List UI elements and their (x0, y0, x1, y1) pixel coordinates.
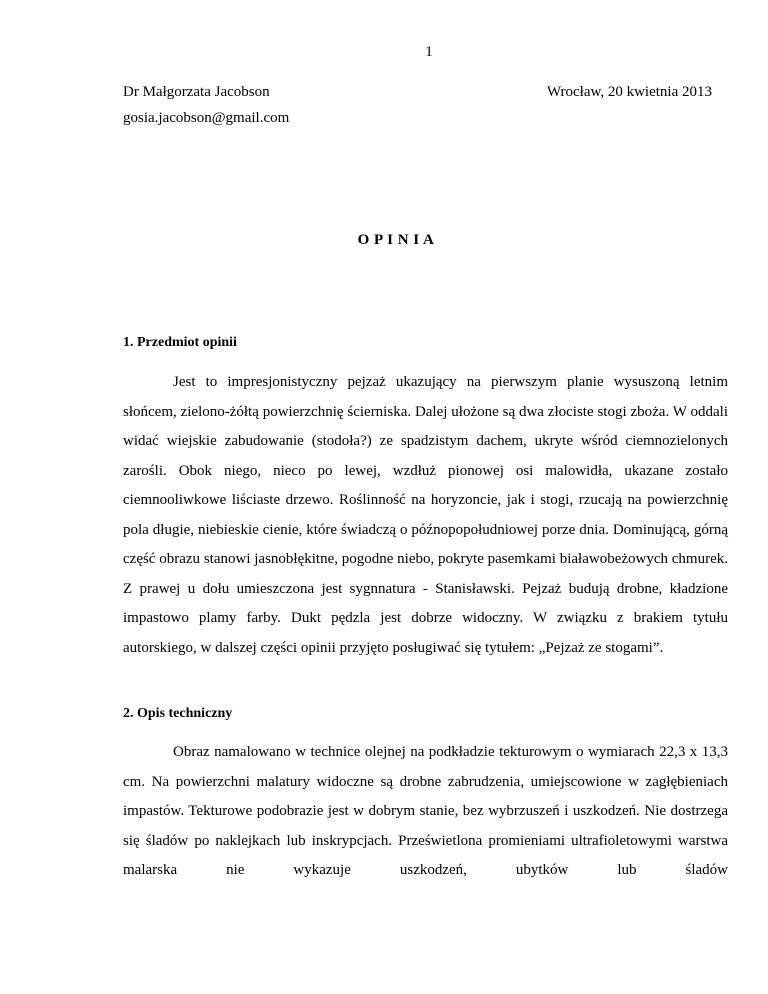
section-paragraph-technical: Obraz namalowano w technice olejnej na podkładzie tekturowym o wymiarach 22,3 x 13,3 cm. Na powierzchni malatury widoczne są drobne zabrudzenia, umiejscowione w zagłębieniach impastów. Tekturowe podobrazie jest w dobrym stanie, bez wybrzuszeń i uszkodzeń. Nie dostrzega się śladów po naklejkach lub inskrypcjach. Prześwietlona promieniami ultrafioletowymi warstwa malarska nie wykazuje uszkodzeń, ubytków lub śladów (123, 744, 728, 878)
document-title: O P I N I A (357, 232, 435, 248)
page-number: 1 (425, 44, 433, 60)
author-name: Dr Małgorzata Jacobson (123, 84, 270, 100)
section-heading-technical: 2. Opis techniczny (123, 706, 233, 721)
author-email: gosia.jacobson@gmail.com (123, 110, 290, 126)
section-paragraph-subject: Jest to impresjonistyczny pejzaż ukazujący na pierwszym planie wysuszoną letnim słońcem, zielono-żółtą powierzchnię ścierniska. Dalej ułożone są dwa złociste stogi zboża. W oddali widać wiejskie zabudowanie (stodoła?) ze spadzistym dachem, ukryte wśród ciemnozielonych zarośli. Obok niego, nieco po lewej, wzdłuż pionowej osi malowidła, ukazane zostało ciemnooliwkowe liściaste drzewo. Roślinność na horyzoncie, jak i stogi, rzucają na powierzchnię pola długie, niebieskie cienie, które świadczą o późnopopołudniowej porze dnia. Dominującą, górną część obrazu stanowi jasnobłękitne, pogodne niebo, pokryte pasemkami białawobeżowych chmurek. Z prawej u dołu umieszczona jest sygnnatura - Stanisławski. Pejzaż budują drobne, kładzione impastowo plamy farby. Dukt pędzla jest dobrze widoczny. W związku z brakiem tytułu autorskiego, w dalszej części opinii przyjęto posługiwać się tytułem: „Pejzaż ze stogami”. (123, 374, 728, 656)
section-heading-subject: 1. Przedmiot opinii (123, 335, 237, 350)
place-and-date: Wrocław, 20 kwietnia 2013 (546, 84, 712, 100)
